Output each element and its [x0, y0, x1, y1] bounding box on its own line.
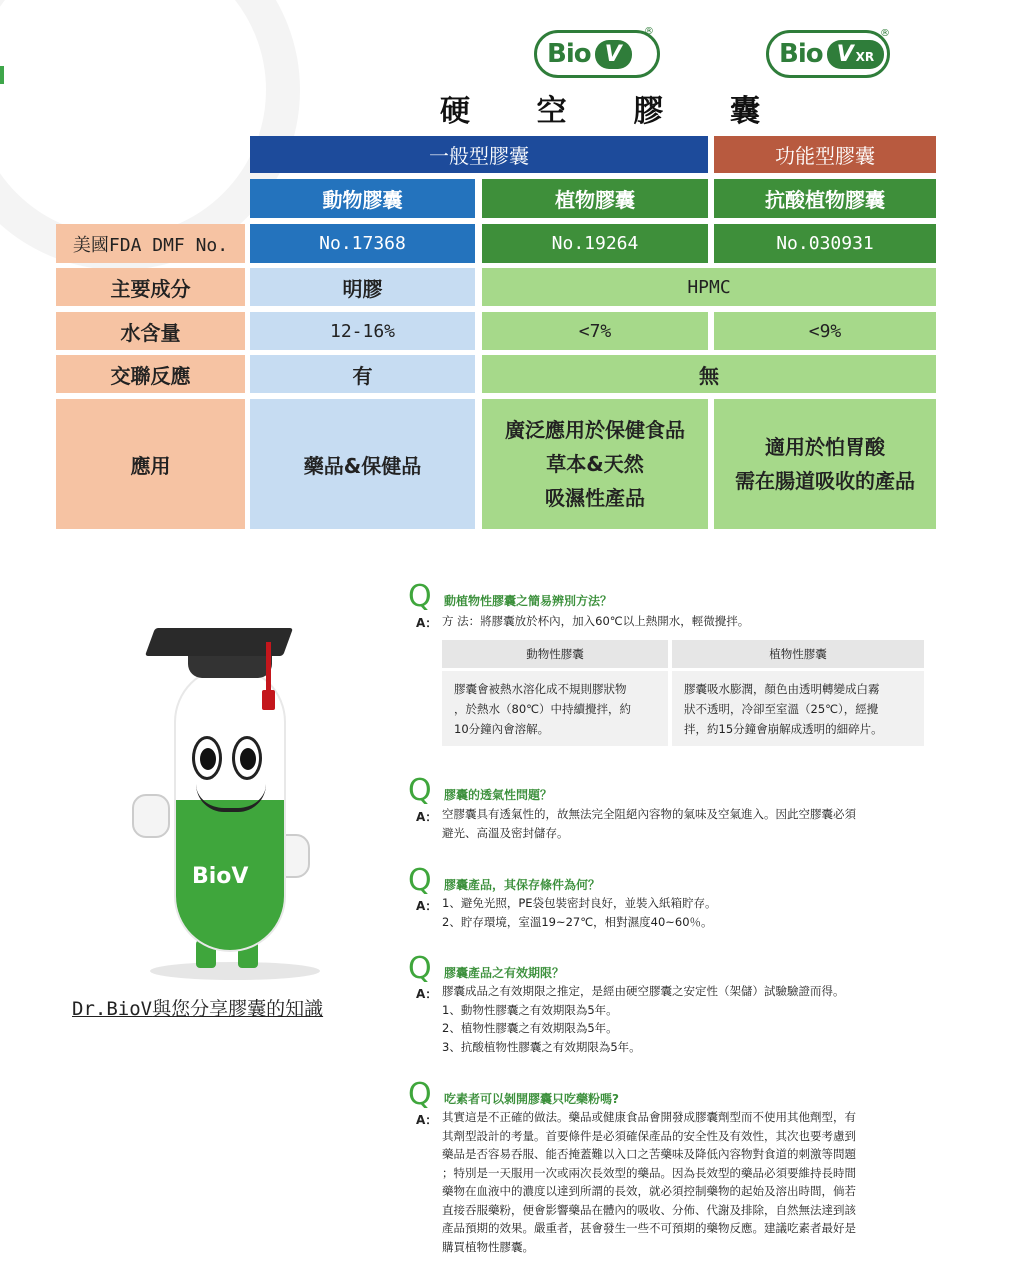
- mascot-caption: Dr.BioV與您分享膠囊的知識: [72, 998, 324, 1020]
- q-icon: Q: [408, 863, 432, 898]
- compare-plant: 膠囊吸水膨潤，顏色由透明轉變成白霧 狀不透明，冷卻至室溫（25℃），經攪 拌，約15分鐘會崩解成透明的細碎片。: [672, 671, 924, 746]
- answer-4: 膠囊成品之有效期限之推定，是經由硬空膠囊之安定性（架儲）試驗驗證而得。 1、動物性膠囊之有效期限為5年。 2、植物性膠囊之有效期限為5年。 3、抗酸植物性膠囊之有效期限為5年。: [442, 984, 845, 1054]
- answer-2: 空膠囊具有透氣性的，故無法完全阻絕內容物的氣味及空氣進入。因此空膠囊必須 避光、高溫及密封儲存。: [442, 807, 856, 840]
- moisture-plant: <7%: [482, 312, 708, 350]
- q-icon: Q: [408, 773, 432, 808]
- mascot-brand: BioV: [192, 864, 249, 889]
- row-label-moisture: 水含量: [56, 312, 245, 350]
- compare-header-animal: 動物性膠囊: [442, 640, 668, 668]
- question-2: 膠囊的透氣性問題？: [444, 788, 553, 802]
- registered-mark: ®: [644, 26, 654, 37]
- registered-mark: ®: [880, 28, 890, 39]
- q-icon: Q: [408, 951, 432, 986]
- question-5: 吃素者可以剝開膠囊只吃藥粉嗎?: [444, 1092, 619, 1106]
- general-capsule-header: 一般型膠囊: [250, 136, 708, 173]
- capsule-compare-table: [442, 640, 924, 746]
- fda-plant: No.19264: [482, 224, 708, 263]
- ingredient-plant: HPMC: [482, 268, 936, 306]
- row-label-crosslink: 交聯反應: [56, 355, 245, 393]
- moisture-acid: <9%: [714, 312, 936, 350]
- mascot-pupil: [200, 748, 216, 770]
- question-3: 膠囊產品，其保存條件為何？: [444, 878, 601, 892]
- answer-5: 其實這是不正確的做法。藥品或健康食品會開發成膠囊劑型而不使用其他劑型，有 其劑型設計的考量。首要條件是必須確保產品的安全性及有效性，其次也要考慮到 藥品是否容易吞服、能否掩蓋難以入口之苦藥味及降低內容物對食道的刺激等問題 ；特別是一天服用一次或兩次長效型的藥品。因為長效型的藥品必須要維持長時間 藥物在血液中的濃度以達到所謂的長效，就必須控制藥物的起始及溶出時間，倘若 直接吞服藥粉，便會影響藥品在體內的吸收、分佈、代謝及排除，自然無法達到該 產品預期的效果。嚴重者，甚會發生一些不可預期的藥物反應。建議吃素者最好是 購買植物性膠囊。: [442, 1110, 856, 1254]
- answer-3: 1、避免光照，PE袋包裝密封良好，並裝入紙箱貯存。 2、貯存環境，室溫19~27℃，相對濕度40~60％。: [442, 896, 717, 929]
- a-label: A：: [416, 1113, 438, 1127]
- biov-xr-logo: Bio VXR: [766, 30, 890, 78]
- v-mark: V: [595, 40, 632, 69]
- ingredient-animal: 明膠: [250, 268, 475, 306]
- question-1: 動植物性膠囊之簡易辨別方法？: [444, 594, 613, 608]
- a-label: A：: [416, 987, 438, 1001]
- compare-animal: 膠囊會被熱水溶化成不規則膠狀物 ，於熱水（80℃）中持續攪拌，約 10分鐘內會溶解。: [442, 671, 668, 746]
- a-label: A：: [416, 899, 438, 913]
- application-plant: 廣泛應用於保健食品 草本&天然 吸濕性產品: [482, 399, 708, 529]
- question-4: 膠囊產品之有效期限？: [444, 966, 565, 980]
- functional-capsule-header: 功能型膠囊: [714, 136, 936, 173]
- a-label: A：: [416, 810, 438, 824]
- compare-header-plant: 植物性膠囊: [672, 640, 924, 668]
- animal-capsule-column: 動物膠囊: [250, 179, 475, 218]
- page-title: 硬 空 膠 囊: [440, 94, 760, 129]
- mascot-left-hand: [132, 794, 170, 838]
- acid-resistant-capsule-column: 抗酸植物膠囊: [714, 179, 936, 218]
- q-icon: Q: [408, 579, 432, 614]
- moisture-animal: 12-16%: [250, 312, 475, 350]
- crosslink-plant: 無: [482, 355, 936, 393]
- biov-logo: Bio V: [534, 30, 660, 78]
- row-label-fda: 美國FDA DMF No.: [56, 224, 245, 263]
- mascot-shadow: [150, 962, 320, 980]
- plant-capsule-column: 植物膠囊: [482, 179, 708, 218]
- application-animal: 藥品&保健品: [250, 399, 475, 529]
- edge-accent: [0, 66, 4, 84]
- crosslink-animal: 有: [250, 355, 475, 393]
- fda-animal: No.17368: [250, 224, 475, 263]
- tassel-end-icon: [262, 690, 275, 710]
- row-label-ingredient: 主要成分: [56, 268, 245, 306]
- fda-acid: No.030931: [714, 224, 936, 263]
- mascot-pupil: [240, 748, 256, 770]
- v-mark: VXR: [827, 40, 885, 69]
- row-label-application: 應用: [56, 399, 245, 529]
- application-acid: 適用於怕胃酸 需在腸道吸收的產品: [714, 399, 936, 529]
- answer-1: 方 法：將膠囊放於杯內，加入60℃以上熱開水，輕微攪拌。: [442, 614, 750, 628]
- q-icon: Q: [408, 1077, 432, 1112]
- a-label: A：: [416, 616, 438, 630]
